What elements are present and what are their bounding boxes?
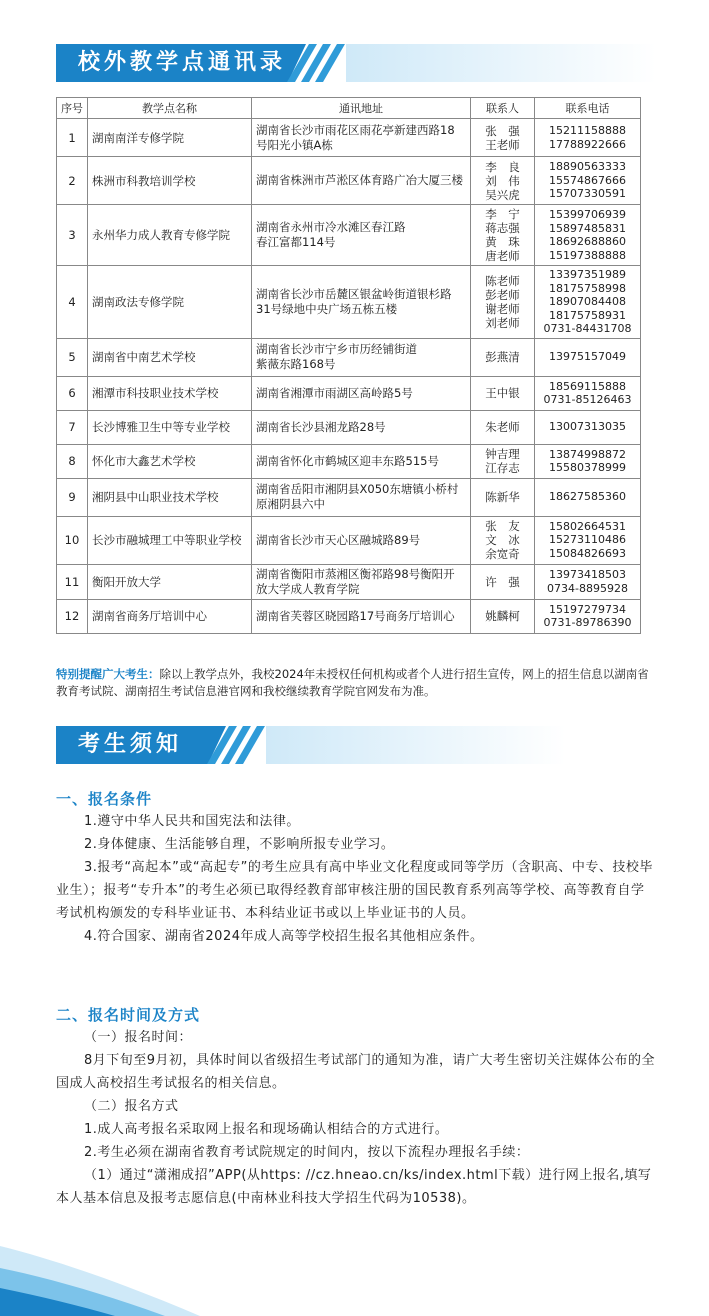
- address: 湖南省永州市冷水滩区春江路 春江富都114号: [252, 205, 471, 266]
- contact-person: 陈新华: [471, 478, 535, 516]
- row-number: 3: [57, 205, 88, 266]
- table-body: [57, 119, 641, 634]
- header-contact: 联系人: [471, 98, 535, 119]
- address: 湖南省长沙县湘龙路28号: [252, 410, 471, 444]
- directory-table: [56, 97, 641, 634]
- notice-text: 除以上教学点外，我校2024年未授权任何机构或者个人进行招生宣传，网上的招生信息以湖南省教育考试院、湖南招生考试信息港官网和我校继续教育学院官网发布为准。: [56, 667, 649, 698]
- contact-phone: 13007313035: [535, 410, 641, 444]
- decorative-wave: [0, 1206, 240, 1316]
- table-row: [57, 516, 641, 564]
- contact-phone: 13397351989 18175758998 18907084408 18175758931 0731-84431708: [535, 266, 641, 339]
- school-name: 长沙市融城理工中等职业学校: [88, 516, 252, 564]
- heading-time-method: 二、报名时间及方式: [56, 1006, 201, 1024]
- directory-title: 校外教学点通讯录: [78, 50, 287, 75]
- banner-fade: [266, 726, 566, 764]
- school-name: 长沙博雅卫生中等专业学校: [88, 410, 252, 444]
- address: 湖南省岳阳市湘阴县X050东塘镇小桥村原湘阴县六中: [252, 478, 471, 516]
- header-phone: 联系电话: [535, 98, 641, 119]
- contact-phone: 13874998872 15580378999: [535, 444, 641, 478]
- row-number: 4: [57, 266, 88, 339]
- contact-phone: 15211158888 17788922666: [535, 119, 641, 157]
- contact-phone: 18890563333 15574867666 15707330591: [535, 157, 641, 205]
- header-no: 序号: [57, 98, 88, 119]
- requirement-item: 3.报考“高起本”或“高起专”的考生应具有高中毕业文化程度或同等学历（含职高、中专、技校毕业生）；报考“专升本”的考生必须已取得经教育部审核注册的国民教育系列高等学校、高等教育自学考试机构颁发的专科毕业证书、本科结业证书或以上毕业证书的人员。: [56, 860, 653, 921]
- address: 湖南省长沙市宁乡市历经铺街道 紫薇东路168号: [252, 338, 471, 376]
- contact-phone: 18569115888 0731-85126463: [535, 376, 641, 410]
- table-row: [57, 205, 641, 266]
- banner-fade: [346, 44, 656, 82]
- row-number: 5: [57, 338, 88, 376]
- requirement-item: 2.身体健康、生活能够自理，不影响所报专业学习。: [84, 837, 395, 852]
- contact-phone: 18627585360: [535, 478, 641, 516]
- method-item: （1）通过“潇湘成招”APP(从https: //cz.hneao.cn/ks/index.html下载）进行网上报名,填写本人基本信息及报考志愿信息(中南林业科技大学招生代码为10538)。: [56, 1168, 652, 1206]
- contact-person: 陈老师 彭老师 谢老师 刘老师: [471, 266, 535, 339]
- school-name: 株洲市科教培训学校: [88, 157, 252, 205]
- row-number: 10: [57, 516, 88, 564]
- contact-person: 彭燕清: [471, 338, 535, 376]
- candidate-notice-title: 考生须知: [78, 732, 183, 757]
- table-row: [57, 444, 641, 478]
- contact-person: 姚麟柯: [471, 599, 535, 633]
- table-row: [57, 266, 641, 339]
- school-name: 湖南省商务厅培训中心: [88, 599, 252, 633]
- row-number: 2: [57, 157, 88, 205]
- address: 湖南省长沙市岳麓区银盆岭街道银杉路31号绿地中央广场五栋五楼: [252, 266, 471, 339]
- row-number: 12: [57, 599, 88, 633]
- table-header-row: [57, 98, 641, 119]
- school-name: 湘潭市科技职业技术学校: [88, 376, 252, 410]
- contact-person: 朱老师: [471, 410, 535, 444]
- address: 湖南省株洲市芦淞区体育路广冶大厦三楼: [252, 157, 471, 205]
- address: 湖南省怀化市鹤城区迎丰东路515号: [252, 444, 471, 478]
- table-row: [57, 564, 641, 599]
- header-name: 教学点名称: [88, 98, 252, 119]
- address: 湖南省衡阳市蒸湘区衡祁路98号衡阳开放大学成人教育学院: [252, 564, 471, 599]
- contact-phone: 15802664531 15273110486 15084826693: [535, 516, 641, 564]
- directory-banner: [56, 44, 656, 82]
- school-name: 湘阴县中山职业技术学校: [88, 478, 252, 516]
- time-method-text: [56, 1026, 656, 1210]
- table-row: [57, 119, 641, 157]
- requirement-item: 1.遵守中华人民共和国宪法和法律。: [84, 814, 300, 829]
- school-name: 怀化市大鑫艺术学校: [88, 444, 252, 478]
- method-item: 2.考生必须在湖南省教育考试院规定的时间内，按以下流程办理报名手续：: [84, 1145, 530, 1160]
- contact-person: 张 强 王老师: [471, 119, 535, 157]
- contact-phone: 15399706939 15897485831 18692688860 15197388888: [535, 205, 641, 266]
- heading-requirements: 一、报名条件: [56, 790, 153, 808]
- requirements-list: [56, 810, 656, 948]
- row-number: 7: [57, 410, 88, 444]
- contact-person: 王中银: [471, 376, 535, 410]
- contact-phone: 15197279734 0731-89786390: [535, 599, 641, 633]
- school-name: 湖南省中南艺术学校: [88, 338, 252, 376]
- school-name: 衡阳开放大学: [88, 564, 252, 599]
- candidate-notice-banner: [56, 726, 656, 764]
- contact-person: 张 友 文 冰 余宽奇: [471, 516, 535, 564]
- table-row: [57, 157, 641, 205]
- subheading-method: （二）报名方式: [84, 1099, 179, 1114]
- table-row: [57, 478, 641, 516]
- school-name: 永州华力成人教育专修学院: [88, 205, 252, 266]
- contact-phone: 13973418503 0734-8895928: [535, 564, 641, 599]
- row-number: 11: [57, 564, 88, 599]
- row-number: 9: [57, 478, 88, 516]
- notice-lead: 特别提醒广大考生：: [56, 667, 160, 681]
- address: 湖南省芙蓉区晓园路17号商务厅培训心: [252, 599, 471, 633]
- special-notice: [56, 666, 656, 700]
- contact-person: 李 良 刘 伟 吴兴虎: [471, 157, 535, 205]
- header-address: 通讯地址: [252, 98, 471, 119]
- row-number: 6: [57, 376, 88, 410]
- contact-person: 钟吉理 江存志: [471, 444, 535, 478]
- school-name: 湖南南洋专修学院: [88, 119, 252, 157]
- requirement-item: 4.符合国家、湖南省2024年成人高等学校招生报名其他相应条件。: [84, 929, 484, 944]
- school-name: 湖南政法专修学院: [88, 266, 252, 339]
- table-row: [57, 410, 641, 444]
- subheading-time: （一）报名时间：: [84, 1030, 193, 1045]
- banner-stripes: [288, 44, 348, 82]
- row-number: 8: [57, 444, 88, 478]
- row-number: 1: [57, 119, 88, 157]
- address: 湖南省长沙市天心区融城路89号: [252, 516, 471, 564]
- banner-stripes: [208, 726, 268, 764]
- table-row: [57, 338, 641, 376]
- time-description: 8月下旬至9月初，具体时间以省级招生考试部门的通知为准，请广大考生密切关注媒体公布的全国成人高校招生考试报名的相关信息。: [56, 1053, 656, 1091]
- table-row: [57, 376, 641, 410]
- contact-person: 李 宁 蒋志强 黄 珠 唐老师: [471, 205, 535, 266]
- address: 湖南省长沙市雨花区雨花亭新建西路18号阳光小镇A栋: [252, 119, 471, 157]
- contact-person: 许 强: [471, 564, 535, 599]
- method-item: 1.成人高考报名采取网上报名和现场确认相结合的方式进行。: [84, 1122, 449, 1137]
- address: 湖南省湘潭市雨湖区高岭路5号: [252, 376, 471, 410]
- contact-phone: 13975157049: [535, 338, 641, 376]
- table-row: [57, 599, 641, 633]
